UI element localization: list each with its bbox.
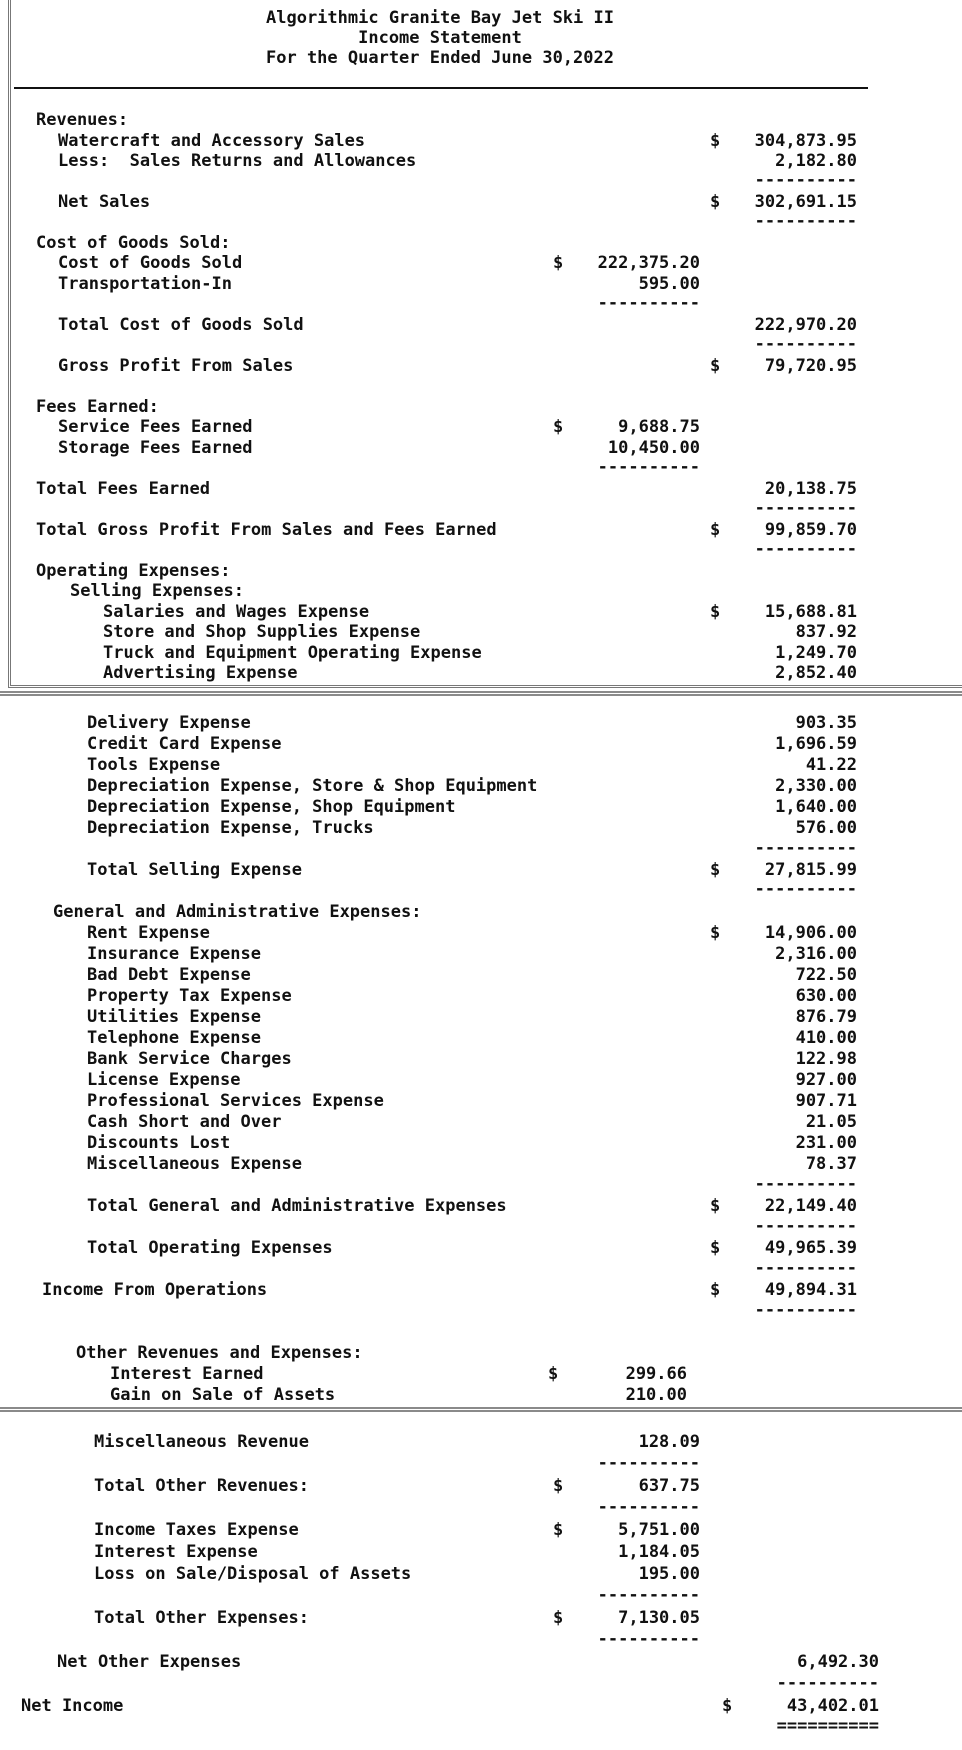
rule: ---------- [754, 498, 857, 518]
statement-section-3 [0, 1416, 962, 1750]
misc-revenue-label: Miscellaneous Revenue [94, 1432, 309, 1452]
transport-value: 595.00 [638, 274, 700, 294]
rule: ---------- [597, 1629, 700, 1649]
rule: ---------- [754, 539, 857, 559]
statement-section-2 [0, 700, 962, 1406]
expense-value: 78.37 [805, 1154, 857, 1174]
expense-value: 576.00 [795, 818, 857, 838]
dollar-sign: $ [710, 356, 721, 376]
expense-label: Bank Service Charges [87, 1049, 292, 1069]
dollar-sign: $ [710, 192, 721, 212]
loss-sale-label: Loss on Sale/Disposal of Assets [94, 1564, 412, 1584]
expense-label: Truck and Equipment Operating Expense [103, 643, 482, 663]
rule: ---------- [597, 457, 700, 477]
expense-label: Credit Card Expense [87, 734, 282, 754]
total-other-rev-value: 637.75 [638, 1476, 700, 1496]
total-selling-label: Total Selling Expense [87, 860, 302, 880]
statement-period: For the Quarter Ended June 30,2022 [266, 48, 614, 68]
expense-label: Depreciation Expense, Store & Shop Equipment [87, 776, 538, 796]
total-other-exp-value: 7,130.05 [618, 1608, 700, 1628]
total-other-rev-label: Total Other Revenues: [94, 1476, 309, 1496]
expense-value: 14,906.00 [764, 923, 857, 943]
interest-expense-value: 1,184.05 [618, 1542, 700, 1562]
total-cogs-label: Total Cost of Goods Sold [58, 315, 304, 335]
total-operating-value: 49,965.39 [764, 1238, 857, 1258]
rule: ---------- [597, 1453, 700, 1473]
service-fees-value: 9,688.75 [618, 417, 700, 437]
income-tax-label: Income Taxes Expense [94, 1520, 299, 1540]
statement-title: Income Statement [358, 28, 522, 48]
rule: ---------- [754, 1258, 857, 1278]
expense-value: 927.00 [795, 1070, 857, 1090]
cogs-value: 222,375.20 [597, 253, 700, 273]
expense-value: 722.50 [795, 965, 857, 985]
total-other-exp-label: Total Other Expenses: [94, 1608, 309, 1628]
expense-label: Property Tax Expense [87, 986, 292, 1006]
total-fees-label: Total Fees Earned [36, 479, 210, 499]
rule: ---------- [776, 1673, 879, 1693]
expense-label: Depreciation Expense, Trucks [87, 818, 374, 838]
dollar-sign: $ [710, 1196, 721, 1216]
expense-value: 231.00 [795, 1133, 857, 1153]
service-fees-label: Service Fees Earned [58, 417, 253, 437]
expense-value: 1,696.59 [775, 734, 857, 754]
ga-heading: General and Administrative Expenses: [53, 902, 422, 922]
misc-revenue-value: 128.09 [638, 1432, 700, 1452]
dollar-sign: $ [548, 1364, 559, 1384]
fees-heading: Fees Earned: [36, 397, 159, 417]
sales-label: Watercraft and Accessory Sales [58, 131, 366, 151]
rule: ---------- [754, 1174, 857, 1194]
expense-label: Professional Services Expense [87, 1091, 384, 1111]
company-name: Algorithmic Granite Bay Jet Ski II [266, 8, 614, 28]
cogs-heading: Cost of Goods Sold: [36, 233, 231, 253]
rule: ---------- [597, 293, 700, 313]
rule: ---------- [754, 879, 857, 899]
double-rule: ========== [776, 1716, 879, 1736]
dollar-sign: $ [553, 1520, 564, 1540]
rule: ---------- [597, 1497, 700, 1517]
rule: ---------- [754, 1300, 857, 1320]
expense-label: Discounts Lost [87, 1133, 231, 1153]
dollar-sign: $ [722, 1696, 733, 1716]
rule: ---------- [754, 211, 857, 231]
net-income-label: Net Income [21, 1696, 124, 1716]
selling-heading: Selling Expenses: [70, 581, 244, 601]
expense-value: 630.00 [795, 986, 857, 1006]
net-other-value: 6,492.30 [797, 1652, 879, 1672]
dollar-sign: $ [553, 1476, 564, 1496]
rule: ---------- [754, 170, 857, 190]
total-selling-value: 27,815.99 [764, 860, 857, 880]
expense-value: 903.35 [795, 713, 857, 733]
sales-value: 304,873.95 [754, 131, 857, 151]
dollar-sign: $ [710, 923, 721, 943]
dollar-sign: $ [710, 131, 721, 151]
rule: ---------- [754, 838, 857, 858]
total-ga-value: 22,149.40 [764, 1196, 857, 1216]
interest-earned-label: Interest Earned [110, 1364, 264, 1384]
dollar-sign: $ [710, 602, 721, 622]
dollar-sign: $ [710, 520, 721, 540]
dollar-sign: $ [710, 1238, 721, 1258]
total-gross-label: Total Gross Profit From Sales and Fees Earned [36, 520, 497, 540]
dollar-sign: $ [553, 253, 564, 273]
expense-value: 876.79 [795, 1007, 857, 1027]
total-ga-label: Total General and Administrative Expenses [87, 1196, 507, 1216]
expense-label: Salaries and Wages Expense [103, 602, 370, 622]
other-heading: Other Revenues and Expenses: [76, 1343, 363, 1363]
net-other-label: Net Other Expenses [57, 1652, 242, 1672]
income-ops-value: 49,894.31 [764, 1280, 857, 1300]
expense-value: 15,688.81 [764, 602, 857, 622]
operating-heading: Operating Expenses: [36, 561, 231, 581]
rule: ---------- [597, 1585, 700, 1605]
expense-label: Tools Expense [87, 755, 221, 775]
statement-section-1 [0, 0, 962, 690]
gain-sale-value: 210.00 [625, 1385, 687, 1405]
expense-label: Rent Expense [87, 923, 210, 943]
expense-value: 907.71 [795, 1091, 857, 1111]
dollar-sign: $ [553, 1608, 564, 1628]
expense-value: 837.92 [795, 622, 857, 642]
income-ops-label: Income From Operations [42, 1280, 268, 1300]
returns-label: Less: Sales Returns and Allowances [58, 151, 417, 171]
expense-label: License Expense [87, 1070, 241, 1090]
loss-sale-value: 195.00 [638, 1564, 700, 1584]
expense-label: Cash Short and Over [87, 1112, 282, 1132]
net-income-value: 43,402.01 [786, 1696, 879, 1716]
total-operating-label: Total Operating Expenses [87, 1238, 333, 1258]
total-cogs-value: 222,970.20 [754, 315, 857, 335]
gross-profit-label: Gross Profit From Sales [58, 356, 294, 376]
returns-value: 2,182.80 [775, 151, 857, 171]
expense-label: Delivery Expense [87, 713, 251, 733]
income-tax-value: 5,751.00 [618, 1520, 700, 1540]
expense-value: 1,249.70 [775, 643, 857, 663]
expense-value: 1,640.00 [775, 797, 857, 817]
total-gross-value: 99,859.70 [764, 520, 857, 540]
rule: ---------- [754, 1216, 857, 1236]
expense-label: Bad Debt Expense [87, 965, 251, 985]
expense-label: Telephone Expense [87, 1028, 261, 1048]
expense-value: 410.00 [795, 1028, 857, 1048]
expense-label: Depreciation Expense, Shop Equipment [87, 797, 456, 817]
expense-value: 2,330.00 [775, 776, 857, 796]
expense-value: 21.05 [805, 1112, 857, 1132]
storage-fees-label: Storage Fees Earned [58, 438, 253, 458]
expense-label: Insurance Expense [87, 944, 261, 964]
expense-label: Advertising Expense [103, 663, 298, 683]
expense-value: 41.22 [805, 755, 857, 775]
gross-profit-value: 79,720.95 [764, 356, 857, 376]
dollar-sign: $ [553, 417, 564, 437]
expense-label: Utilities Expense [87, 1007, 261, 1027]
rule: ---------- [754, 334, 857, 354]
net-sales-label: Net Sales [58, 192, 151, 212]
expense-value: 2,316.00 [775, 944, 857, 964]
interest-earned-value: 299.66 [625, 1364, 687, 1384]
total-fees-value: 20,138.75 [764, 479, 857, 499]
interest-expense-label: Interest Expense [94, 1542, 258, 1562]
gain-sale-label: Gain on Sale of Assets [110, 1385, 336, 1405]
page-separator [0, 1407, 962, 1412]
dollar-sign: $ [710, 860, 721, 880]
net-sales-value: 302,691.15 [754, 192, 857, 212]
header-rule [14, 87, 868, 89]
cogs-label: Cost of Goods Sold [58, 253, 243, 273]
revenues-heading: Revenues: [36, 110, 129, 130]
storage-fees-value: 10,450.00 [607, 438, 700, 458]
dollar-sign: $ [710, 1280, 721, 1300]
expense-label: Store and Shop Supplies Expense [103, 622, 421, 642]
expense-label: Miscellaneous Expense [87, 1154, 302, 1174]
expense-value: 122.98 [795, 1049, 857, 1069]
expense-value: 2,852.40 [775, 663, 857, 683]
page-separator [0, 691, 962, 696]
transport-label: Transportation-In [58, 274, 232, 294]
